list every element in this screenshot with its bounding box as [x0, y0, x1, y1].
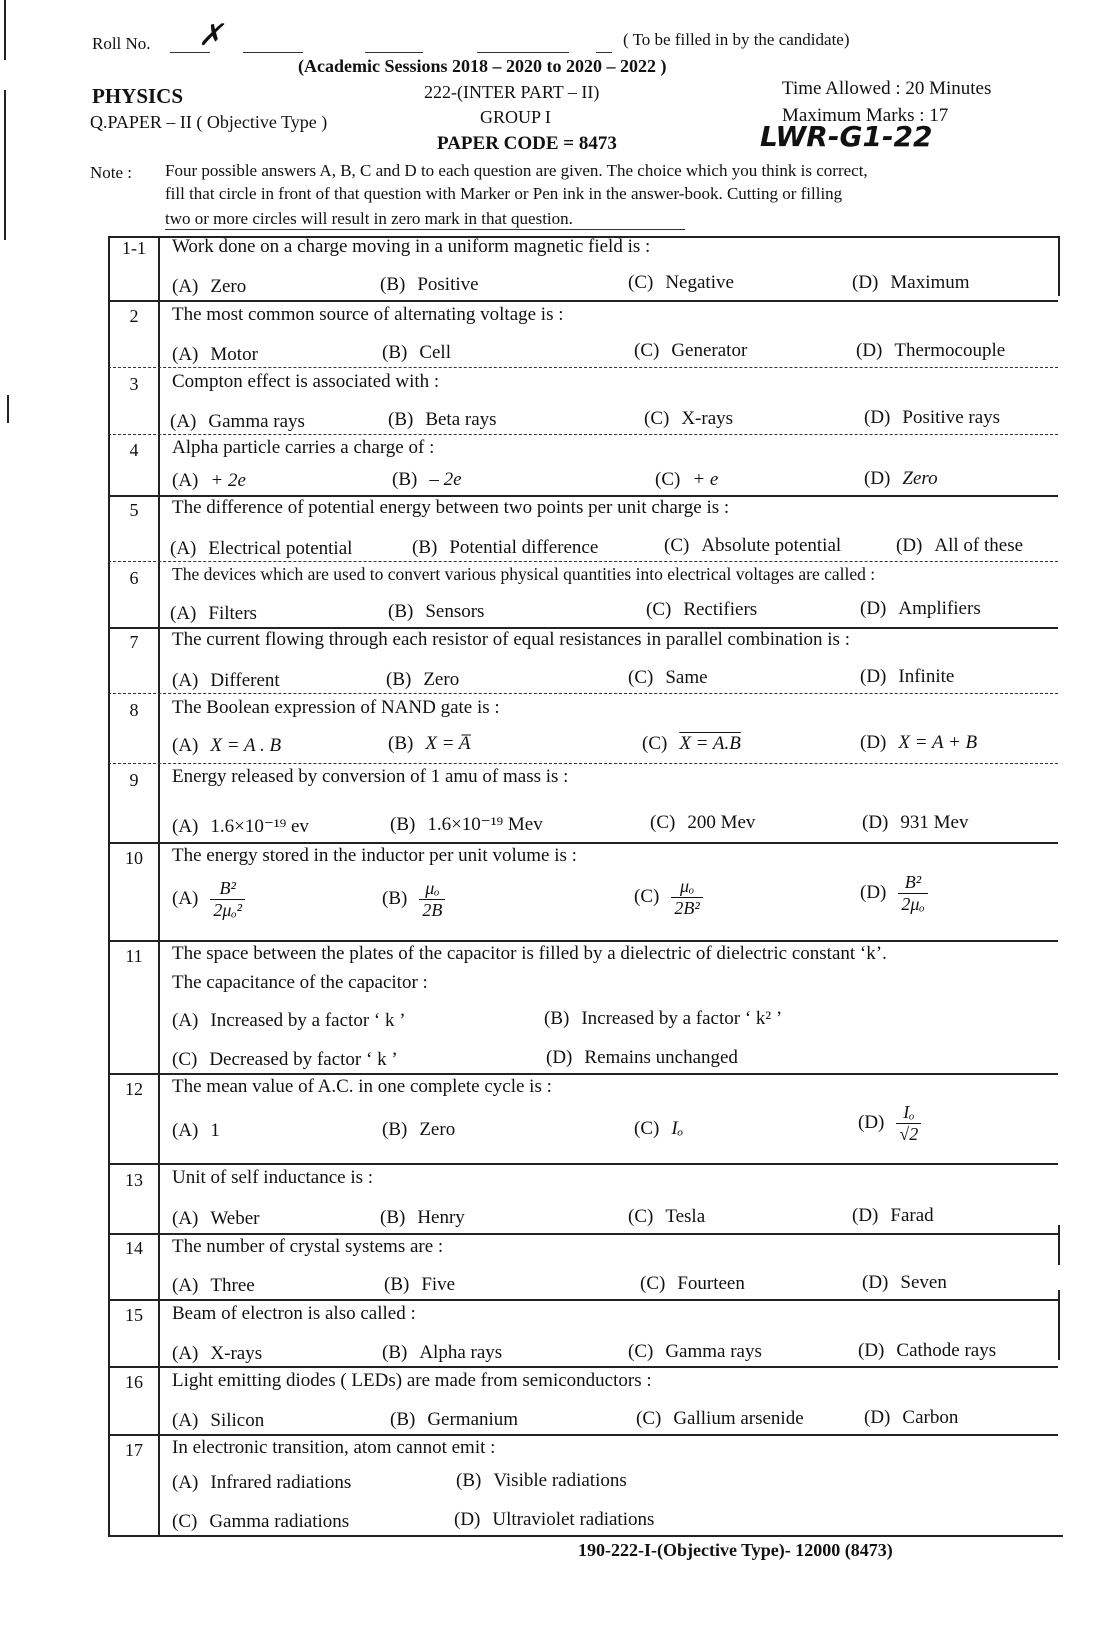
- option-b[interactable]: (B) Increased by a factor ‘ k² ’: [544, 1008, 783, 1029]
- option-d[interactable]: (D) $\frac{\text{B²}}{\text{2μₒ}}$: [860, 872, 928, 914]
- question-text: The energy stored in the inductor per unit volume is :: [172, 845, 577, 866]
- row-divider: [108, 1299, 1058, 1301]
- option-c[interactable]: (C) Decreased by factor ‘ k ’: [172, 1049, 398, 1070]
- option-d[interactable]: (D) All of these: [896, 535, 1024, 556]
- note-underline: [165, 229, 685, 230]
- row-divider: [108, 940, 1058, 942]
- roll-no-box[interactable]: [477, 52, 569, 53]
- option-a[interactable]: (A) Zero: [172, 276, 247, 297]
- option-b[interactable]: (B) 1.6×10⁻¹⁹ Mev: [390, 814, 543, 835]
- option-b[interactable]: (B) Five: [384, 1274, 456, 1295]
- row-divider: [108, 1535, 1063, 1537]
- option-a[interactable]: (A) Increased by a factor ‘ k ’: [172, 1010, 406, 1031]
- question-number: 11: [125, 946, 143, 966]
- qpaper-type: Q.PAPER – II ( Objective Type ): [90, 112, 328, 132]
- question-text: The difference of potential energy between two points per unit charge is :: [172, 497, 730, 518]
- option-c[interactable]: (C) Same: [628, 667, 708, 688]
- option-b[interactable]: (B) Zero: [386, 669, 460, 690]
- row-divider: [108, 561, 1058, 562]
- option-a[interactable]: (A) X = A . B: [172, 735, 282, 756]
- row-divider: [108, 434, 1058, 435]
- option-c[interactable]: (C) Rectifiers: [646, 599, 758, 620]
- roll-no-box[interactable]: [596, 52, 612, 53]
- question-number: 14: [125, 1238, 143, 1258]
- option-a[interactable]: (A) X-rays: [172, 1343, 263, 1364]
- option-d[interactable]: (D) Infinite: [860, 666, 955, 687]
- option-d[interactable]: (D) Remains unchanged: [546, 1047, 738, 1068]
- question-number: 15: [125, 1305, 143, 1325]
- margin-line: [4, 90, 6, 240]
- option-d[interactable]: (D) Farad: [852, 1205, 934, 1226]
- option-c[interactable]: (C) + e: [655, 469, 719, 490]
- option-b[interactable]: (B) Beta rays: [388, 409, 497, 430]
- question-number: 2: [129, 306, 139, 326]
- question-number: 1-1: [122, 238, 146, 258]
- row-divider: [108, 1366, 1058, 1368]
- option-d[interactable]: (D) Ultraviolet radiations: [454, 1509, 655, 1530]
- question-text: The number of crystal systems are :: [172, 1236, 444, 1257]
- question-text: In electronic transition, atom cannot emit :: [172, 1437, 496, 1458]
- maximum-marks: Maximum Marks : 17: [782, 105, 949, 126]
- academic-sessions: (Academic Sessions 2018 – 2020 to 2020 – 2022 ): [298, 56, 667, 76]
- question-number: 5: [129, 500, 139, 520]
- option-d[interactable]: (D) Positive rays: [864, 407, 1001, 428]
- option-c[interactable]: (C) 200 Mev: [650, 812, 756, 833]
- option-a[interactable]: (A) Gamma rays: [170, 411, 305, 432]
- paper-code: PAPER CODE = 8473: [437, 133, 617, 154]
- option-d[interactable]: (D) Maximum: [852, 272, 970, 293]
- option-d[interactable]: (D) Amplifiers: [860, 598, 981, 619]
- footer-code: 190-222-I-(Objective Type)- 12000 (8473): [578, 1540, 893, 1560]
- question-text-continued: The capacitance of the capacitor :: [172, 972, 428, 993]
- question-text: Alpha particle carries a charge of :: [172, 437, 435, 458]
- option-c[interactable]: (C) Fourteen: [640, 1273, 745, 1294]
- option-b[interactable]: (B) Sensors: [388, 601, 485, 622]
- question-number: 16: [125, 1372, 143, 1392]
- option-a[interactable]: (A) Filters: [170, 603, 257, 624]
- roll-no-box[interactable]: [243, 52, 303, 53]
- option-a[interactable]: (A) Silicon: [172, 1410, 265, 1431]
- row-divider: [108, 763, 1058, 764]
- option-a[interactable]: (A) Electrical potential: [170, 538, 353, 559]
- option-c[interactable]: (C) Iₒ: [634, 1118, 684, 1139]
- option-a[interactable]: (A) 1.6×10⁻¹⁹ ev: [172, 816, 309, 837]
- option-a[interactable]: (A) 1: [172, 1120, 220, 1141]
- option-d[interactable]: (D) 931 Mev: [862, 812, 969, 833]
- option-c[interactable]: (C) $\frac{\text{μₒ}}{\text{2B²}}$: [634, 876, 703, 918]
- row-divider: [108, 1073, 1058, 1075]
- signature-mark: ✗: [198, 19, 224, 52]
- option-b[interactable]: (B) X = A̅: [388, 733, 471, 754]
- option-c[interactable]: (C) Gamma rays: [628, 1341, 762, 1362]
- option-d[interactable]: (D) Thermocouple: [856, 340, 1006, 361]
- option-b[interactable]: (B) $\frac{\text{μₒ}}{2B}$: [382, 878, 445, 920]
- option-d[interactable]: (D) X = A + B: [860, 732, 978, 753]
- note-line-1: Four possible answers A, B, C and D to each question are given. The choice which you think is correct,: [165, 161, 868, 180]
- subject-title: PHYSICS: [92, 84, 184, 108]
- option-b[interactable]: (B) Visible radiations: [456, 1470, 627, 1491]
- margin-line: [4, 0, 6, 60]
- question-number: 12: [125, 1079, 143, 1099]
- option-a[interactable]: (A) Motor: [172, 344, 258, 365]
- table-right-border: [1058, 1225, 1060, 1265]
- roll-no-note: ( To be filled in by the candidate): [623, 30, 850, 49]
- option-c[interactable]: (C) Tesla: [628, 1206, 706, 1227]
- row-divider: [108, 693, 1058, 694]
- row-divider: [108, 1434, 1058, 1436]
- option-a[interactable]: (A) $\frac{\text{B²}}{\text{2μₒ²}}$: [172, 878, 245, 920]
- table-left-border: [108, 236, 110, 1536]
- question-text: The Boolean expression of NAND gate is :: [172, 697, 500, 718]
- question-number: 3: [129, 374, 139, 394]
- question-text: Compton effect is associated with :: [172, 371, 440, 392]
- question-text: The most common source of alternating voltage is :: [172, 304, 564, 325]
- option-d[interactable]: (D) Seven: [862, 1272, 947, 1293]
- question-number: 10: [125, 848, 143, 868]
- note-label: Note :: [90, 163, 133, 182]
- option-c[interactable]: (C) X = A.B: [642, 733, 741, 754]
- table-number-column-border: [158, 238, 160, 1536]
- question-text: The devices which are used to convert various physical quantities into electrical voltages are called :: [172, 564, 876, 584]
- option-b[interactable]: (B) Alpha rays: [382, 1342, 503, 1363]
- option-b[interactable]: (B) Zero: [382, 1119, 456, 1140]
- group-label: GROUP I: [480, 107, 551, 127]
- question-number: 4: [129, 440, 139, 460]
- option-c[interactable]: (C) Absolute potential: [664, 535, 842, 556]
- question-text: Beam of electron is also called :: [172, 1303, 416, 1324]
- question-number: 9: [129, 770, 139, 790]
- option-a[interactable]: (A) Three: [172, 1275, 255, 1296]
- time-allowed: Time Allowed : 20 Minutes: [782, 78, 992, 99]
- option-b[interactable]: (B) Henry: [380, 1207, 465, 1228]
- option-b[interactable]: (B) Positive: [380, 274, 479, 295]
- note-line-3: two or more circles will result in zero mark in that question.: [165, 209, 573, 228]
- option-b[interactable]: (B) Germanium: [390, 1409, 519, 1430]
- question-text: Energy released by conversion of 1 amu of mass is :: [172, 766, 569, 787]
- option-c[interactable]: (C) Negative: [628, 272, 734, 293]
- question-text: The space between the plates of the capacitor is filled by a dielectric of dielectric constant ‘k’.: [172, 943, 887, 964]
- paper-title: 222-(INTER PART – II): [424, 82, 600, 102]
- margin-line: [7, 395, 9, 423]
- question-number: 13: [125, 1170, 143, 1190]
- note-line-2: fill that circle in front of that question with Marker or Pen ink in the answer-book. Cutting or filling: [165, 184, 843, 203]
- handwritten-code: LWR-G1-22: [760, 120, 933, 153]
- row-divider: [108, 1233, 1058, 1235]
- option-a[interactable]: (A) Different: [172, 670, 280, 691]
- option-a[interactable]: (A) + 2e: [172, 470, 246, 491]
- option-c[interactable]: (C) Generator: [634, 340, 748, 361]
- option-b[interactable]: (B) Potential difference: [412, 537, 599, 558]
- row-divider: [108, 1163, 1058, 1165]
- option-a[interactable]: (A) Infrared radiations: [172, 1472, 352, 1493]
- question-number: 17: [125, 1440, 143, 1460]
- option-d[interactable]: (D) $\frac{\text{Iₒ}}{√2}$: [858, 1102, 921, 1144]
- row-divider: [108, 842, 1058, 844]
- question-number: 8: [129, 700, 139, 720]
- question-text: The current flowing through each resistor of equal resistances in parallel combination is :: [172, 629, 850, 650]
- question-number: 6: [129, 568, 139, 588]
- option-a[interactable]: (A) Weber: [172, 1208, 260, 1229]
- row-divider: [108, 300, 1058, 302]
- option-d[interactable]: (D) Carbon: [864, 1407, 959, 1428]
- question-text: Light emitting diodes ( LEDs) are made from semiconductors :: [172, 1370, 652, 1391]
- table-right-border: [1058, 1290, 1060, 1360]
- option-c[interactable]: (C) Gamma radiations: [172, 1511, 350, 1532]
- option-c[interactable]: (C) X-rays: [644, 408, 734, 429]
- row-divider: [108, 367, 1058, 368]
- question-text: The mean value of A.C. in one complete cycle is :: [172, 1076, 552, 1097]
- question-number: 7: [129, 632, 139, 652]
- option-d[interactable]: (D) Cathode rays: [858, 1340, 997, 1361]
- question-text: Work done on a charge moving in a uniform magnetic field is :: [172, 236, 651, 257]
- roll-no-label: Roll No.: [92, 34, 151, 53]
- question-text: Unit of self inductance is :: [172, 1167, 374, 1188]
- option-d[interactable]: (D) Zero: [864, 468, 938, 489]
- table-right-border: [1058, 236, 1060, 296]
- option-b[interactable]: (B) – 2e: [392, 469, 462, 490]
- option-c[interactable]: (C) Gallium arsenide: [636, 1408, 804, 1429]
- roll-no-box[interactable]: [365, 52, 423, 53]
- option-b[interactable]: (B) Cell: [382, 342, 451, 363]
